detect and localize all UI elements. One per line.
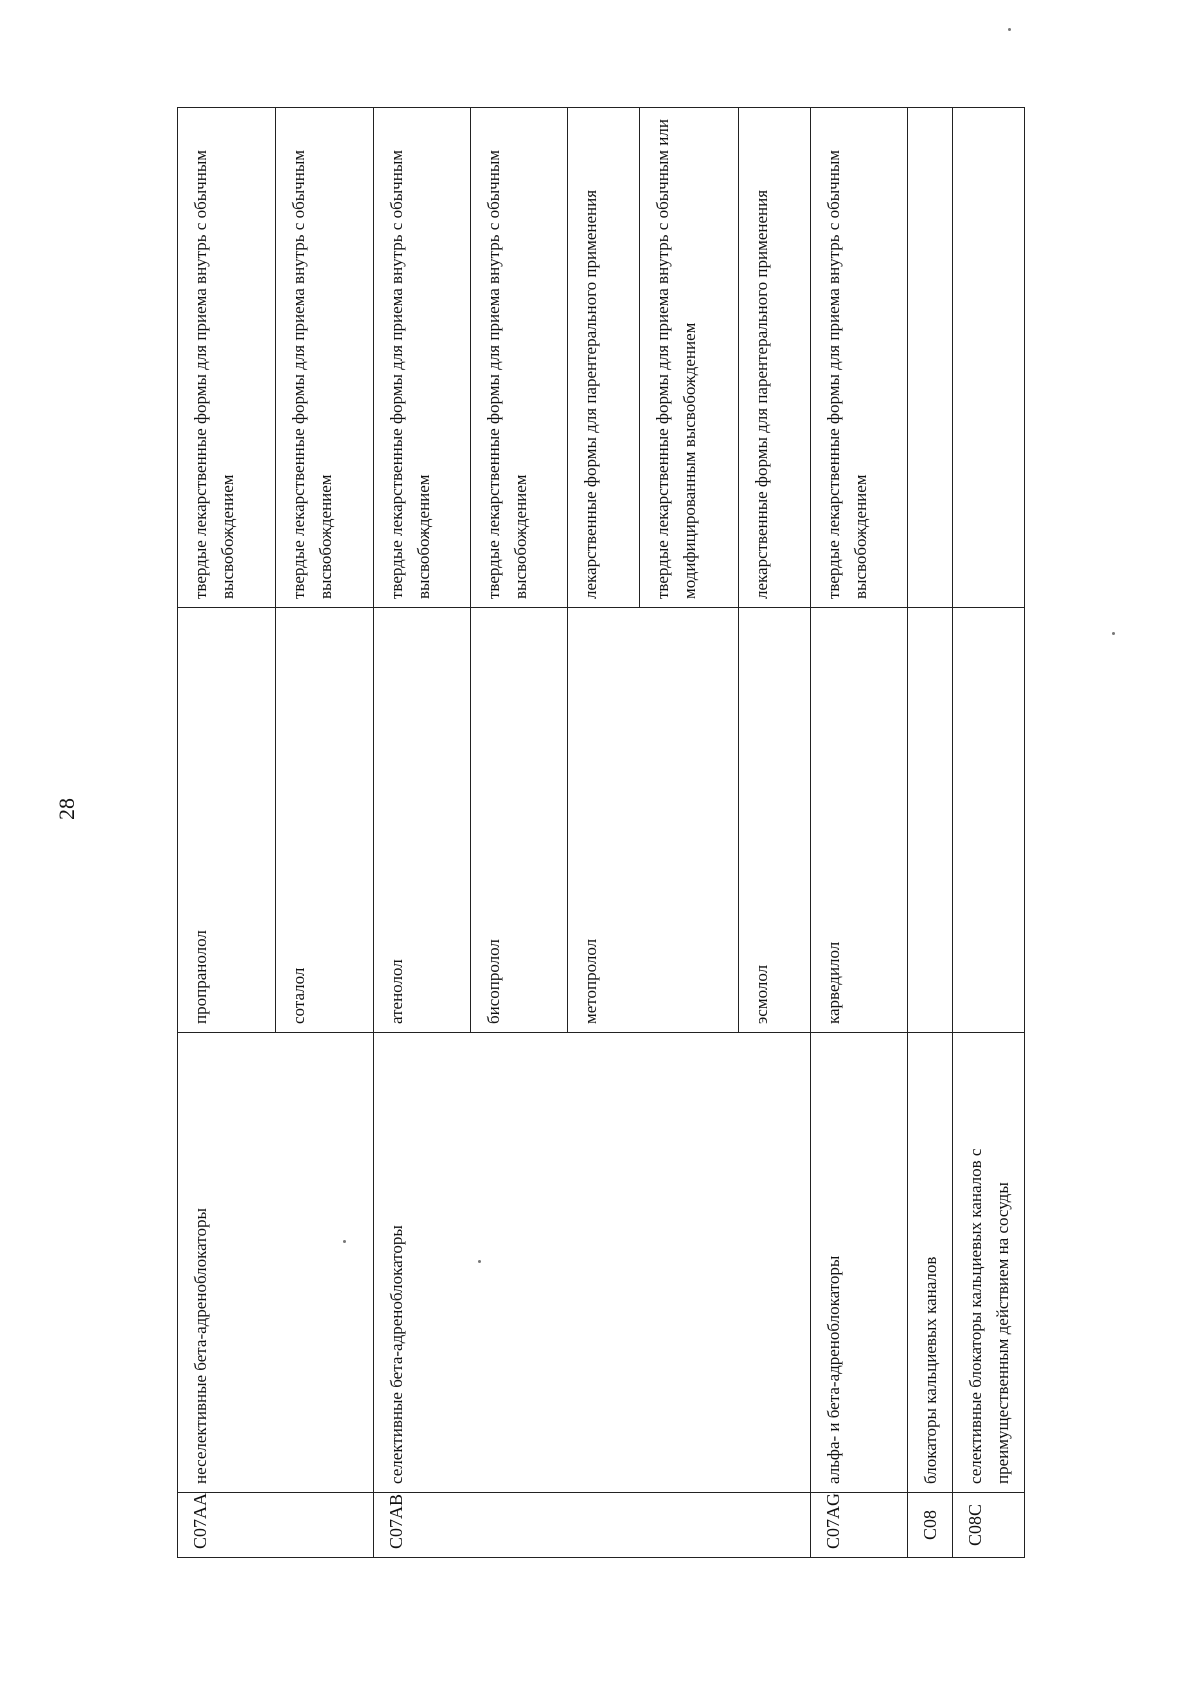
drug-name-cell: карведилол <box>811 608 908 1033</box>
group-name-cell: блокаторы кальциевых каналов <box>908 1033 953 1493</box>
drug-name-cell: метопролол <box>568 608 739 1033</box>
drug-name-cell <box>953 608 1025 1033</box>
dosage-form-cell: лекарственные формы для парентерального применения <box>739 108 811 608</box>
page-number: 28 <box>54 798 79 820</box>
table-row <box>908 108 953 1558</box>
group-name-cell: альфа- и бета-адреноблокаторы <box>811 1033 908 1493</box>
dosage-form-cell: твердые лекарственные формы для приема внутрь с обычным высвобождением <box>811 108 908 608</box>
table-row <box>811 108 908 1558</box>
scan-speck <box>343 1240 346 1243</box>
dosage-form-cell: лекарственные формы для парентерального применения <box>568 108 640 608</box>
atc-code-cell: C07AB <box>374 1493 811 1558</box>
table-row <box>953 108 1025 1558</box>
group-name-cell: неселективные бета-адреноблокаторы <box>178 1033 374 1493</box>
dosage-form-cell: твердые лекарственные формы для приема внутрь с обычным высвобождением <box>471 108 568 608</box>
atc-code-cell: C07AG <box>811 1493 908 1558</box>
drug-name-cell: бисопролол <box>471 608 568 1033</box>
atc-code-cell: C07AA <box>178 1493 374 1558</box>
scan-speck <box>1112 632 1115 635</box>
drug-name-cell <box>908 608 953 1033</box>
dosage-form-cell: твердые лекарственные формы для приема внутрь с обычным высвобождением <box>276 108 374 608</box>
drug-name-cell: соталол <box>276 608 374 1033</box>
drug-name-cell: атенолол <box>374 608 471 1033</box>
dosage-form-cell <box>953 108 1025 608</box>
group-name-cell: селективные блокаторы кальциевых каналов с преимущественным действием на сосуды <box>953 1033 1025 1493</box>
table-row <box>178 108 276 1558</box>
dosage-form-cell: твердые лекарственные формы для приема внутрь с обычным высвобождением <box>178 108 276 608</box>
group-name-cell: селективные бета-адреноблокаторы <box>374 1033 811 1493</box>
drug-name-cell: пропранолол <box>178 608 276 1033</box>
drug-name-cell: эсмолол <box>739 608 811 1033</box>
scan-speck <box>1008 28 1011 31</box>
dosage-form-cell: твердые лекарственные формы для приема внутрь с обычным или модифицированным высвобождением <box>640 108 739 608</box>
dosage-form-cell: твердые лекарственные формы для приема внутрь с обычным высвобождением <box>374 108 471 608</box>
table-row <box>374 108 471 1558</box>
dosage-form-cell <box>908 108 953 608</box>
drug-table <box>177 107 1025 1558</box>
rotated-page-content <box>177 108 1200 1558</box>
atc-code-cell: C08 <box>908 1493 953 1558</box>
atc-code-cell: C08C <box>953 1493 1025 1558</box>
scan-speck <box>478 1260 481 1263</box>
